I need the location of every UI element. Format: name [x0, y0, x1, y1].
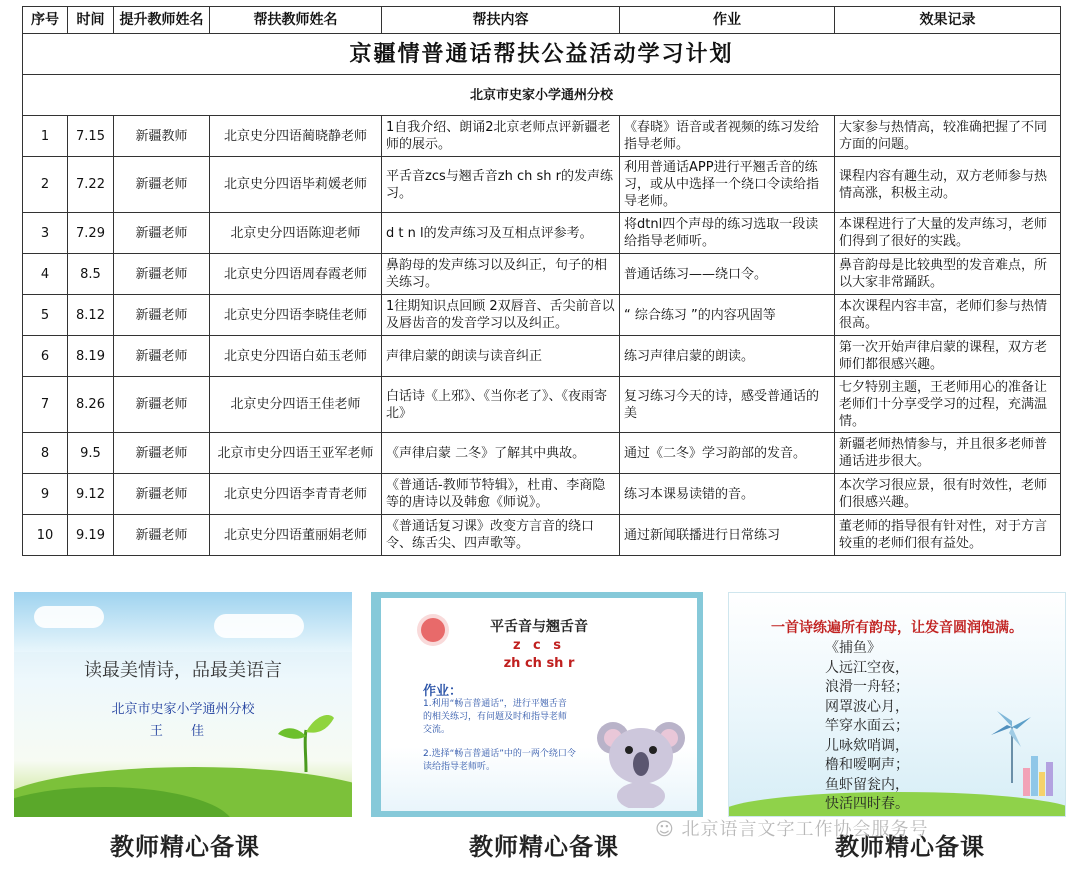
row-index: 3	[23, 213, 68, 254]
slide-fishing-poem	[728, 592, 1066, 817]
row-date: 8.19	[68, 336, 114, 377]
row-result: 新疆老师热情参与，并且很多老师普通话进步很大。	[835, 433, 1061, 474]
table-row	[23, 336, 1061, 377]
row-trainee: 新疆老师	[114, 515, 210, 556]
slide1-school: 北京市史家小学通州分校	[111, 702, 255, 717]
header-index: 序号	[23, 7, 68, 34]
table-row	[23, 474, 1061, 515]
poem-line: 浪滑一舟轻；	[825, 679, 909, 695]
slide3-heading: 一首诗练遍所有韵母，让发音圆润饱满。	[771, 620, 1023, 636]
poem-line: 人远江空夜，	[825, 659, 909, 676]
row-content: d t n l的发声练习及互相点评参考。	[382, 213, 620, 254]
row-result: 大家参与热情高，较准确把握了不同方面的问题。	[835, 116, 1061, 157]
row-index: 2	[23, 157, 68, 213]
row-result: 课程内容有趣生动，双方老师参与热情高涨，积极主动。	[835, 157, 1061, 213]
row-trainee: 新疆老师	[114, 213, 210, 254]
row-date: 7.22	[68, 157, 114, 213]
header-result: 效果记录	[835, 7, 1061, 34]
row-result: 本次课程内容丰富，老师们参与热情很高。	[835, 295, 1061, 336]
row-trainee: 新疆老师	[114, 377, 210, 433]
poem-title: 《捕鱼》	[825, 640, 881, 656]
row-result: 本课程进行了大量的发声练习，老师们得到了很好的实践。	[835, 213, 1061, 254]
table-row	[23, 515, 1061, 556]
row-date: 9.19	[68, 515, 114, 556]
row-result: 七夕特别主题，王老师用心的准备让老师们十分享受学习的过程，充满温情。	[835, 377, 1061, 433]
row-mentor: 北京史分四语李青青老师	[210, 474, 382, 515]
row-content: 鼻韵母的发声练习以及纠正，句子的相关练习。	[382, 254, 620, 295]
row-content: 《声律启蒙 二冬》了解其中典故。	[382, 433, 620, 474]
row-homework: 通过新闻联播进行日常练习	[620, 515, 835, 556]
row-mentor: 北京史分四语王佳老师	[210, 377, 382, 433]
slide2-flat-tongue: z c s	[512, 638, 566, 653]
table-row	[23, 213, 1061, 254]
poem-line: 网罩波心月，	[825, 698, 909, 715]
row-result: 董老师的指导很有针对性，对于方言较重的老师们很有益处。	[835, 515, 1061, 556]
row-date: 7.15	[68, 116, 114, 157]
row-index: 4	[23, 254, 68, 295]
slide3-caption: 教师精心备课	[835, 833, 985, 861]
row-trainee: 新疆老师	[114, 474, 210, 515]
slide2-retroflex: zh ch sh r	[503, 656, 575, 671]
sprout-icon	[276, 702, 336, 772]
header-homework: 作业	[620, 7, 835, 34]
row-result: 鼻音韵母是比较典型的发音难点，所以大家非常踊跃。	[835, 254, 1061, 295]
watermark-text: 北京语言文字工作协会服务号	[681, 819, 929, 840]
row-homework: 通过《二冬》学习韵部的发音。	[620, 433, 835, 474]
slide2-homework-title: 作业：	[423, 684, 463, 699]
poem-line: 快活四时春。	[825, 796, 909, 812]
table-row	[23, 377, 1061, 433]
row-mentor: 北京史分四语蔺晓静老师	[210, 116, 382, 157]
slide2-caption: 教师精心备课	[469, 833, 619, 861]
slide-poetry	[14, 592, 352, 817]
buildings-icon	[1023, 746, 1053, 796]
row-date: 8.26	[68, 377, 114, 433]
row-mentor: 北京史分四语白茹玉老师	[210, 336, 382, 377]
row-index: 9	[23, 474, 68, 515]
slide1-caption: 教师精心备课	[110, 833, 260, 861]
plan-table	[22, 6, 1061, 556]
row-date: 9.5	[68, 433, 114, 474]
table-row	[23, 254, 1061, 295]
row-index: 5	[23, 295, 68, 336]
table-row	[23, 116, 1061, 157]
row-content: 白话诗《上邪》、《当你老了》、《夜雨寄北》	[382, 377, 620, 433]
row-mentor: 北京史分四语周春霞老师	[210, 254, 382, 295]
row-homework: 练习声律启蒙的朗读。	[620, 336, 835, 377]
slide2-title: 平舌音与翘舌音	[490, 619, 588, 635]
row-content: 1自我介绍、朗诵2北京老师点评新疆老师的展示。	[382, 116, 620, 157]
slide1-title: 读最美情诗，品最美语言	[84, 660, 282, 681]
row-date: 9.12	[68, 474, 114, 515]
row-date: 7.29	[68, 213, 114, 254]
row-mentor: 北京史分四语毕莉媛老师	[210, 157, 382, 213]
cloud-icon	[214, 614, 304, 638]
row-trainee: 新疆老师	[114, 254, 210, 295]
row-mentor: 北京史分四语董丽娟老师	[210, 515, 382, 556]
row-date: 8.5	[68, 254, 114, 295]
row-index: 1	[23, 116, 68, 157]
row-index: 6	[23, 336, 68, 377]
row-index: 8	[23, 433, 68, 474]
plan-table-wrapper	[22, 6, 1060, 556]
row-date: 8.12	[68, 295, 114, 336]
row-trainee: 新疆教师	[114, 116, 210, 157]
row-trainee: 新疆老师	[114, 433, 210, 474]
poem-line: 鱼虾留瓮内，	[825, 776, 909, 793]
row-result: 本次学习很应景，很有时效性，老师们很感兴趣。	[835, 474, 1061, 515]
slide2-homework-1: 1.利用“畅言普通话”，进行平翘舌音的相关练习，有问题及时和指导老师交流。	[423, 699, 568, 735]
table-header-row	[23, 7, 1061, 34]
school-subtitle: 北京市史家小学通州分校	[23, 75, 1061, 116]
row-result: 第一次开始声律启蒙的课程，双方老师们都很感兴趣。	[835, 336, 1061, 377]
table-row	[23, 295, 1061, 336]
table-row	[23, 157, 1061, 213]
header-content: 帮扶内容	[382, 7, 620, 34]
row-content: 1往期知识点回顾 2双唇音、舌尖前音以及唇齿音的发音学习以及纠正。	[382, 295, 620, 336]
row-homework: 将dtnl四个声母的练习选取一段读给指导老师听。	[620, 213, 835, 254]
slide2-homework-2: 2.选择“畅言普通话”中的一两个绕口令读给指导老师听。	[423, 749, 576, 772]
slide3-poem	[825, 639, 909, 815]
row-homework: 《春晓》语音或者视频的练习发给指导老师。	[620, 116, 835, 157]
poem-line: 竿穿水面云；	[825, 718, 909, 734]
header-mentor: 帮扶教师姓名	[210, 7, 382, 34]
row-trainee: 新疆老师	[114, 157, 210, 213]
row-mentor: 北京史分四语陈迎老师	[210, 213, 382, 254]
slide-pinyin	[371, 592, 703, 817]
wechat-icon: ☺	[655, 819, 675, 840]
cloud-icon	[34, 606, 104, 628]
row-index: 10	[23, 515, 68, 556]
row-content: 声律启蒙的朗读与读音纠正	[382, 336, 620, 377]
row-index: 7	[23, 377, 68, 433]
row-trainee: 新疆老师	[114, 336, 210, 377]
koala-icon	[591, 708, 691, 808]
row-content: 平舌音zcs与翘舌音zh ch sh r的发声练习。	[382, 157, 620, 213]
row-mentor: 北京市史分四语王亚军老师	[210, 433, 382, 474]
watermark	[655, 815, 929, 841]
header-date: 时间	[68, 7, 114, 34]
row-trainee: 新疆老师	[114, 295, 210, 336]
row-content: 《普通话复习课》改变方言音的绕口令、练舌尖、四声歌等。	[382, 515, 620, 556]
header-trainee: 提升教师姓名	[114, 7, 210, 34]
page-title: 京疆情普通话帮扶公益活动学习计划	[23, 34, 1061, 75]
poem-line: 橹和嗳啊声；	[825, 757, 909, 773]
row-homework: “ 综合练习 ”的内容巩固等	[620, 295, 835, 336]
poem-line: 儿咏欸哨调，	[825, 737, 909, 754]
table-row	[23, 433, 1061, 474]
row-homework: 复习练习今天的诗，感受普通话的美	[620, 377, 835, 433]
slide1-teacher: 王 佳	[149, 724, 217, 739]
row-mentor: 北京史分四语李晓佳老师	[210, 295, 382, 336]
row-homework: 利用普通话APP进行平翘舌音的练习，或从中选择一个绕口令读给指导老师。	[620, 157, 835, 213]
row-content: 《普通话-教师节特辑》，杜甫、李商隐等的唐诗以及韩愈《师说》。	[382, 474, 620, 515]
row-homework: 练习本课易读错的音。	[620, 474, 835, 515]
row-homework: 普通话练习——绕口令。	[620, 254, 835, 295]
